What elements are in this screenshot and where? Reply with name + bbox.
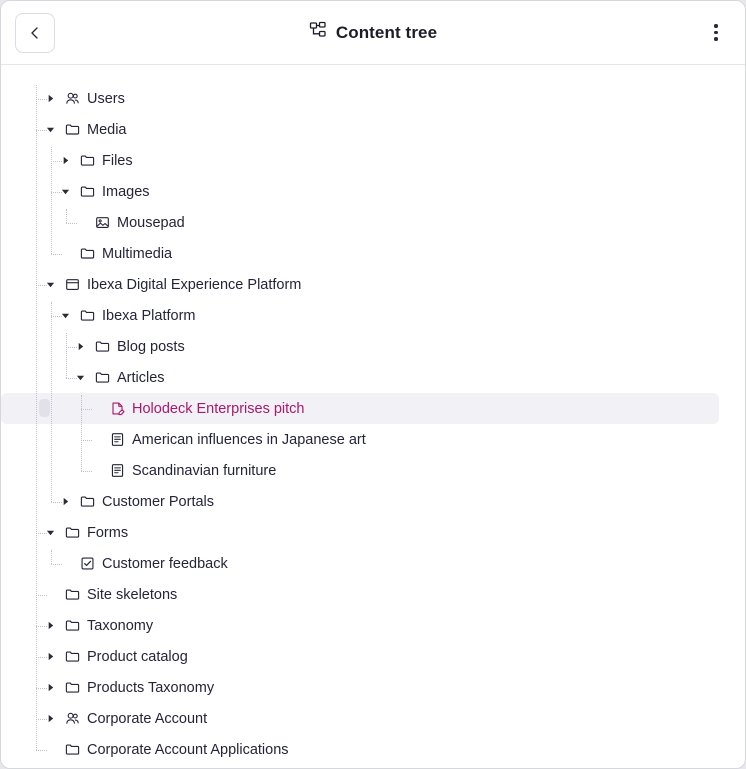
tree-node-label: Corporate Account Applications [87, 741, 289, 758]
tree-node[interactable] [1, 672, 745, 703]
tree-guide-line [66, 223, 77, 224]
folder-icon [64, 742, 80, 758]
tree-node-label: Forms [87, 524, 129, 541]
tree-node-label: Blog posts [117, 338, 185, 355]
tree-guide-line [36, 595, 47, 596]
tree-node-label: Product catalog [87, 648, 188, 665]
page-title [1, 21, 745, 44]
tree-guide-line [81, 395, 82, 471]
folder-icon [64, 680, 80, 696]
drag-handle[interactable] [39, 399, 50, 417]
kebab-menu-icon[interactable] [701, 16, 731, 50]
tree-node-label: Ibexa Platform [102, 307, 196, 324]
tree-guide-line [36, 719, 47, 720]
tree-guide-line [66, 333, 67, 378]
tree-guide-line [51, 502, 62, 503]
tree-node[interactable] [1, 610, 745, 641]
tree-node[interactable] [1, 145, 745, 176]
folder-icon [64, 618, 80, 634]
tree-node-label: Customer feedback [102, 555, 228, 572]
tree-node[interactable] [1, 424, 745, 455]
tree-node[interactable] [1, 393, 719, 424]
folder-icon [94, 370, 110, 386]
tree-node-label: Customer Portals [102, 493, 215, 510]
tree-node-label: Taxonomy [87, 617, 154, 634]
tree-node[interactable] [1, 238, 745, 269]
folder-icon [64, 525, 80, 541]
landing-page-icon [64, 277, 80, 293]
folder-icon [64, 122, 80, 138]
tree-guide-line [81, 471, 92, 472]
tree-guide-line [51, 161, 62, 162]
folder-icon [79, 184, 95, 200]
tree-node-label: Mousepad [117, 214, 185, 231]
tree-node-label: Files [102, 152, 133, 169]
tree-guide-line [36, 657, 47, 658]
tree-guide-line [36, 99, 47, 100]
tree-node-label: Media [87, 121, 127, 138]
tree-guide-line [51, 564, 62, 565]
tree-guide-line [66, 347, 77, 348]
tree-node[interactable] [1, 579, 745, 610]
content-tree [1, 65, 745, 769]
tree-node-label: Multimedia [102, 245, 173, 262]
tree-guide-line [36, 626, 47, 627]
tree-node-label: Site skeletons [87, 586, 178, 603]
tree-guide-line [66, 378, 77, 379]
tree-guide-line [36, 285, 47, 286]
tree-node[interactable] [1, 703, 745, 734]
tree-node-label: American influences in Japanese art [132, 431, 366, 448]
tree-guide-line [36, 750, 47, 751]
window-header [1, 1, 745, 65]
tree-guide-line [51, 550, 52, 564]
back-button[interactable] [15, 13, 55, 53]
folder-icon [64, 587, 80, 603]
tree-node[interactable] [1, 269, 745, 300]
tree-node-label: Scandinavian furniture [132, 462, 277, 479]
tree-node[interactable] [1, 114, 745, 145]
users-group-icon [64, 91, 80, 107]
folder-icon [79, 246, 95, 262]
tree-guide-line [51, 192, 62, 193]
article-icon [109, 463, 125, 479]
tree-node[interactable] [1, 362, 745, 393]
tree-node[interactable] [1, 548, 745, 579]
tree-guide-line [51, 147, 52, 254]
tree-guide-line [81, 409, 92, 410]
tree-node-label: Corporate Account [87, 710, 208, 727]
content-tree-icon [309, 21, 327, 44]
tree-guide-line [51, 254, 62, 255]
tree-node-label: Holodeck Enterprises pitch [132, 400, 305, 417]
tree-node[interactable] [1, 176, 745, 207]
article-draft-icon [109, 401, 125, 417]
tree-node-label: Products Taxonomy [87, 679, 215, 696]
folder-icon [79, 494, 95, 510]
form-icon [79, 556, 95, 572]
tree-node[interactable] [1, 734, 745, 765]
tree-guide-line [51, 316, 62, 317]
chevron-left-icon [27, 25, 43, 41]
tree-node[interactable] [1, 207, 745, 238]
tree-node[interactable] [1, 641, 745, 672]
tree-guide-line [36, 85, 37, 750]
tree-node-label: Users [87, 90, 125, 107]
tree-guide-line [66, 209, 67, 223]
folder-icon [94, 339, 110, 355]
image-icon [94, 215, 110, 231]
folder-icon [79, 153, 95, 169]
tree-node-label: Articles [117, 369, 165, 386]
tree-node-label: Images [102, 183, 150, 200]
page-title-text: Content tree [335, 22, 438, 42]
tree-guide-line [36, 533, 47, 534]
folder-icon [79, 308, 95, 324]
tree-node[interactable] [1, 300, 745, 331]
tree-node[interactable] [1, 83, 745, 114]
tree-guide-line [51, 302, 52, 502]
article-icon [109, 432, 125, 448]
users-group-icon [64, 711, 80, 727]
tree-guide-line [36, 688, 47, 689]
tree-guide-line [81, 440, 92, 441]
tree-guide-line [36, 130, 47, 131]
tree-node[interactable] [1, 517, 745, 548]
tree-node[interactable] [1, 455, 745, 486]
tree-node-label: Ibexa Digital Experience Platform [87, 276, 302, 293]
tree-node[interactable] [1, 331, 745, 362]
tree-node[interactable] [1, 486, 745, 517]
folder-icon [64, 649, 80, 665]
